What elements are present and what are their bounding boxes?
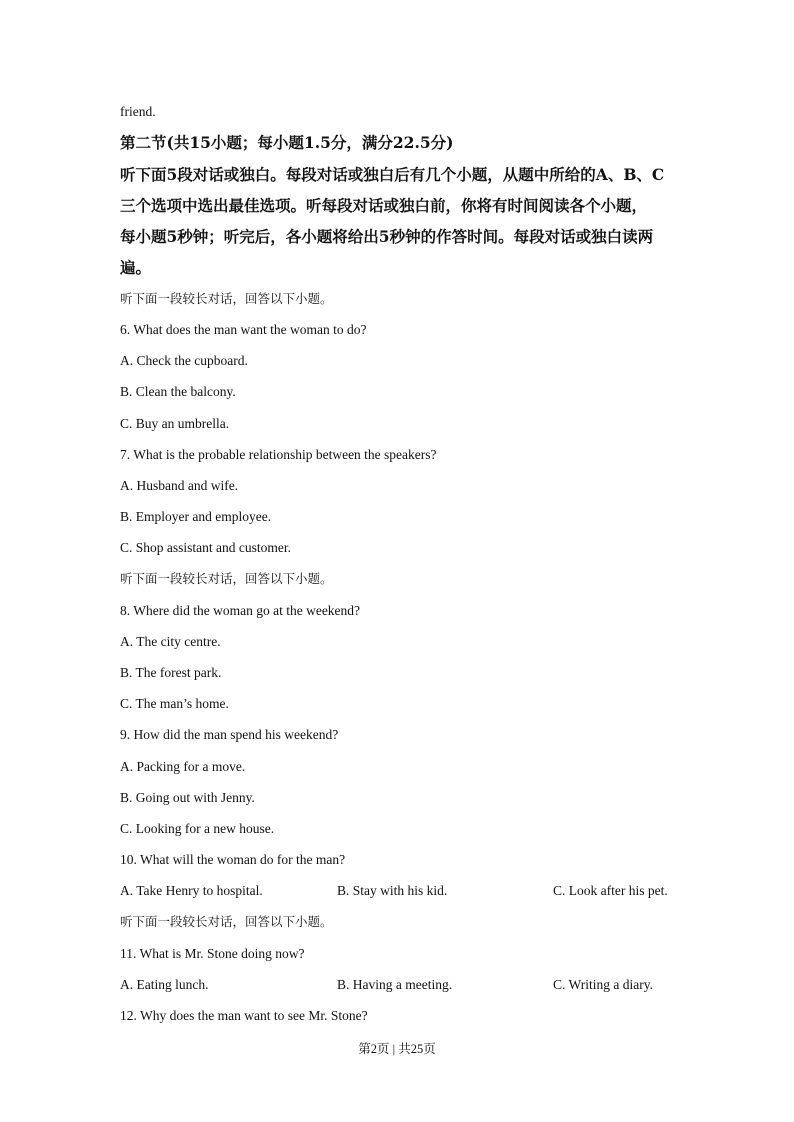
page-footer: 第2页 | 共25页	[358, 1042, 436, 1056]
q6-option-a: A. Check the cupboard.	[120, 353, 248, 368]
q6-option-c: C. Buy an umbrella.	[120, 416, 230, 431]
q6-option-b: B. Clean the balcony.	[120, 384, 236, 399]
q8-option-a: A. The city centre.	[120, 634, 221, 649]
instructions-line-4: 遍。	[120, 258, 152, 277]
q9-option-a: A. Packing for a move.	[120, 759, 246, 774]
q7-option-a: A. Husband and wife.	[120, 478, 239, 493]
continuation-text: friend.	[120, 104, 156, 119]
q9-option-c: C. Looking for a new house.	[120, 821, 275, 836]
instructions-line-2: 三个选项中选出最佳选项。听每段对话或独白前，你将有时间阅读各个小题，	[120, 196, 648, 215]
dialogue-intro: 听下面一段较长对话，回答以下小题。	[120, 915, 333, 929]
instructions-line-1: 听下面5段对话或独白。每段对话或独白后有几个小题，从题中所给的A、B、C	[120, 165, 665, 184]
q11-option-c: C. Writing a diary.	[553, 977, 653, 992]
question-6: 6. What does the man want the woman to do?	[120, 322, 367, 337]
q10-option-c: C. Look after his pet.	[553, 883, 668, 898]
question-11: 11. What is Mr. Stone doing now?	[120, 946, 305, 961]
section-heading: 第二节(共15小题；每小题1.5分，满分22.5分)	[120, 133, 454, 152]
instructions-line-3: 每小题5秒钟；听完后，各小题将给出5秒钟的作答时间。每段对话或独白读两	[120, 227, 654, 246]
q11-option-b: B. Having a meeting.	[337, 977, 453, 992]
q7-option-c: C. Shop assistant and customer.	[120, 540, 291, 555]
question-8: 8. Where did the woman go at the weekend?	[120, 603, 361, 618]
question-10: 10. What will the woman do for the man?	[120, 852, 346, 867]
q9-option-b: B. Going out with Jenny.	[120, 790, 255, 805]
q11-option-a: A. Eating lunch.	[120, 977, 209, 992]
dialogue-intro: 听下面一段较长对话，回答以下小题。	[120, 572, 333, 586]
question-7: 7. What is the probable relationship between the speakers?	[120, 447, 437, 462]
question-9: 9. How did the man spend his weekend?	[120, 727, 339, 742]
q8-option-c: C. The man’s home.	[120, 696, 229, 711]
question-12: 12. Why does the man want to see Mr. Stone?	[120, 1008, 368, 1023]
dialogue-intro: 听下面一段较长对话，回答以下小题。	[120, 292, 333, 306]
q8-option-b: B. The forest park.	[120, 665, 222, 680]
q7-option-b: B. Employer and employee.	[120, 509, 272, 524]
q10-option-a: A. Take Henry to hospital.	[120, 883, 263, 898]
q10-option-b: B. Stay with his kid.	[337, 883, 448, 898]
